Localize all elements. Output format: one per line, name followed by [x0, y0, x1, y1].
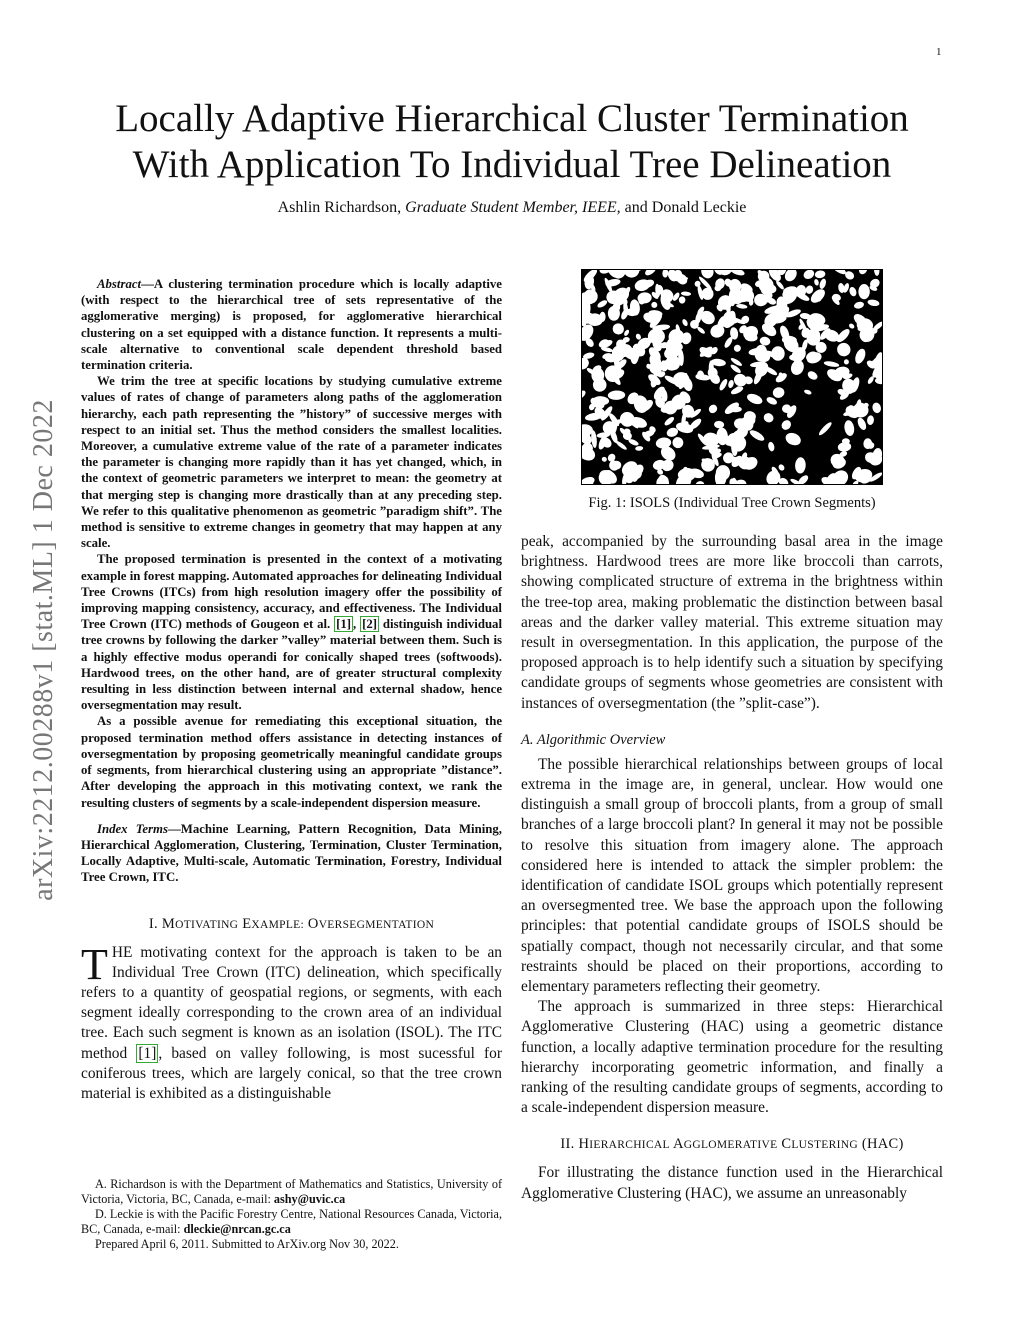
title-line-2: With Application To Individual Tree Delineation: [132, 143, 892, 186]
footnote-2: D. Leckie is with the Pacific Forestry Centre, National Resources Canada, Victoria, BC, Canada, e-mail: dleckie@nrcan.gc.ca: [81, 1207, 502, 1236]
arxiv-identifier[interactable]: arXiv:2212.00288v1 [stat.ML] 1 Dec 2022: [28, 399, 59, 901]
author-2: and Donald Leckie: [624, 199, 747, 216]
index-terms-text: —Machine Learning, Pattern Recognition, Data Mining, Hierarchical Agglomeration, Clustering, Termination, Cluster Termination, Locally Adaptive, Multi-scale, Automatic Termination, Forestry, Individual Tree Crown, ITC.: [81, 821, 502, 885]
right-paragraph-continued: peak, accompanied by the surrounding basal area in the image brightness. Hardwood trees are more like broccoli than carrots, showing complicated structure of extrema in the brightness within the tree-top area, making problematic the distinction between basal areas and the darker valley material. This extreme situation may result in oversegmentation. In this application, the purpose of the proposed approach is to help identify such a situation by specifying candidate groups of segments whose geometries are consistent with instances of oversegmentation (the ”split-case”).: [521, 533, 943, 712]
subsection-a-paragraph-1: The possible hierarchical relationships between groups of local extrema in the image are, in general, unclear. How would one distinguish a small group of broccoli plants, from a group of small branches of a large broccoli plant? In general it may not be possible to resolve this situation from imagery alone. The approach considered here is intended to attack the simpler problem: the identification of candidate ISOL groups which potentially represent an oversegmented tree. We base the approach upon the following principles: that potential candidate groups of ISOLS should be spatially compact, though not necessarily circular, and that some restraints should be placed on their proportions, according to elementary parameters reflecting their geometry.: [521, 755, 943, 996]
abstract-paragraph-4: As a possible avenue for remediating this exceptional situation, the proposed termination method offers assistance in detecting instances of oversegmentation by proposing geometrically meaningful candidate groups of segments, from hierarchical clustering using an appropriate ”distance”. After developing the approach in this motivating context, we rank the resulting clusters of segments by a scale-independent dispersion measure.: [81, 714, 502, 810]
segment-blob: [858, 284, 869, 299]
author-1: Ashlin Richardson,: [277, 199, 402, 216]
subsection-a-paragraph-2: The approach is summarized in three steps: Hierarchical Agglomerative Clustering (HAC) using a geometric distance function, a locally adaptive termination procedure for the resulting hierarchy incorporating geometric information, and finally a ranking of the resulting candidate groups of segments, according to a scale-independent dispersion measure.: [521, 998, 943, 1117]
abstract-paragraph-2: We trim the tree at specific locations by studying cumulative extreme values of rates of change of parameters along paths of the agglomeration hierarchy, each path representing the ”history” of successive merges with respect to an initial set. Thus the method considers the smallest localities. Moreover, a cumulative extreme value of the rate of a parameter indicates the parameter is changing more rapidly than it has yet changed, which, in the context of geometric parameters we interpret to mean: the geometry at that merging step is changing more drastically than at any preceding step. We refer to this qualitative phenomenon as geometric ”paradigm shift”. The method is sensitive to extreme changes in geometry that may happen at any scale.: [81, 374, 502, 551]
abstract-label: Abstract: [97, 277, 142, 291]
section-1-text-a: HE motivating context for the approach is taken to be an Individual Tree Crown (ITC) delineation, which specifically refers to a quantity of geospatial regions, or segments, with each segment ideally corresponding to the crown area of an individual tree. Each such segment is known as an isolation (ISOL). The ITC method: [81, 943, 502, 1062]
title-line-1: Locally Adaptive Hierarchical Cluster Termination: [115, 97, 909, 140]
section-2-paragraph: For illustrating the distance function used in the Hierarchical Agglomerative Clustering (HAC), we assume an unreasonably: [521, 1164, 943, 1202]
abstract-paragraph-1: [81, 276, 502, 373]
abstract-text-3b: distinguish individual tree crowns by following the darker ”valley” material between them. Such is a highly effective modus operandi for conically shaped trees (softwoods). Hardwood trees, on the other hand, are of greater structural complexity resulting in less distinction between internal and external shadow, hence oversegmentation may result.: [81, 617, 503, 713]
citation-link-2[interactable]: [2]: [362, 617, 378, 632]
drop-cap: T: [81, 939, 108, 989]
section-1-heading: I. MOTIVATING EXAMPLE: OVERSEGMENTATION: [148, 915, 435, 932]
segment-blob: [608, 306, 620, 321]
citation-link-1[interactable]: [1]: [336, 617, 352, 632]
section-1-paragraph: [81, 939, 502, 1105]
abstract-text-1: —A clustering termination procedure which is locally adaptive (with respect to the hierarchical tree of sets representative of the agglomerative merging) is proposed, for agglomerative hierarchical clustering on a set equipped with a distance function. It represents a multi-scale alternative to conventional scale dependent threshold based termination criteria.: [81, 277, 502, 373]
email-2[interactable]: dleckie@nrcan.gc.ca: [183, 1222, 291, 1236]
subsection-a-heading: A. Algorithmic Overview: [521, 731, 666, 748]
page-number: 1: [936, 46, 942, 58]
email-1[interactable]: ashy@uvic.ca: [273, 1192, 346, 1206]
paper-title: [0, 96, 1024, 188]
segment-blob: [863, 438, 872, 449]
isols-segmentation-image: [581, 269, 883, 485]
left-column: [81, 276, 502, 1104]
index-terms-label: Index Terms: [97, 821, 168, 836]
footnote-3: Prepared April 6, 2011. Submitted to ArXiv.org Nov 30, 2022.: [95, 1237, 399, 1251]
citation-separator: ,: [353, 617, 357, 632]
author-1-role: Graduate Student Member, IEEE,: [405, 199, 621, 216]
citation-link-3[interactable]: [1]: [138, 1044, 157, 1062]
abstract-text-3: The proposed termination is presented in the context of a motivating example in forest mapping. Automated approaches for delineating Individual Tree Crowns (ITCs) from high resolution imagery offer the possibility of improving mapping consistency, accuracy, and effectiveness. The Individual Tree Crown (ITC) methods of Gougeon et al.: [81, 552, 502, 632]
figure-caption: Fig. 1: ISOLS (Individual Tree Crown Segments): [588, 495, 876, 511]
index-terms: [81, 821, 502, 886]
section-1-text-b: , based on valley following, is most sucessful for coniferous trees, which are largely conical, so that the tree crown material is exhibited as a distinguishable: [81, 1044, 502, 1102]
section-2-heading: II. HIERARCHICAL AGGLOMERATIVE CLUSTERING (HAC): [560, 1136, 904, 1153]
footnote-1: A. Richardson is with the Department of Mathematics and Statistics, University of Victoria, Victoria, BC, Canada, e-mail: ashy@uvic.ca: [81, 1177, 502, 1206]
abstract-paragraph-3: [81, 551, 502, 713]
footnotes: [81, 1177, 502, 1252]
author-line: [0, 199, 1024, 217]
right-column: [521, 268, 943, 1204]
segmentation-svg: [581, 269, 883, 485]
